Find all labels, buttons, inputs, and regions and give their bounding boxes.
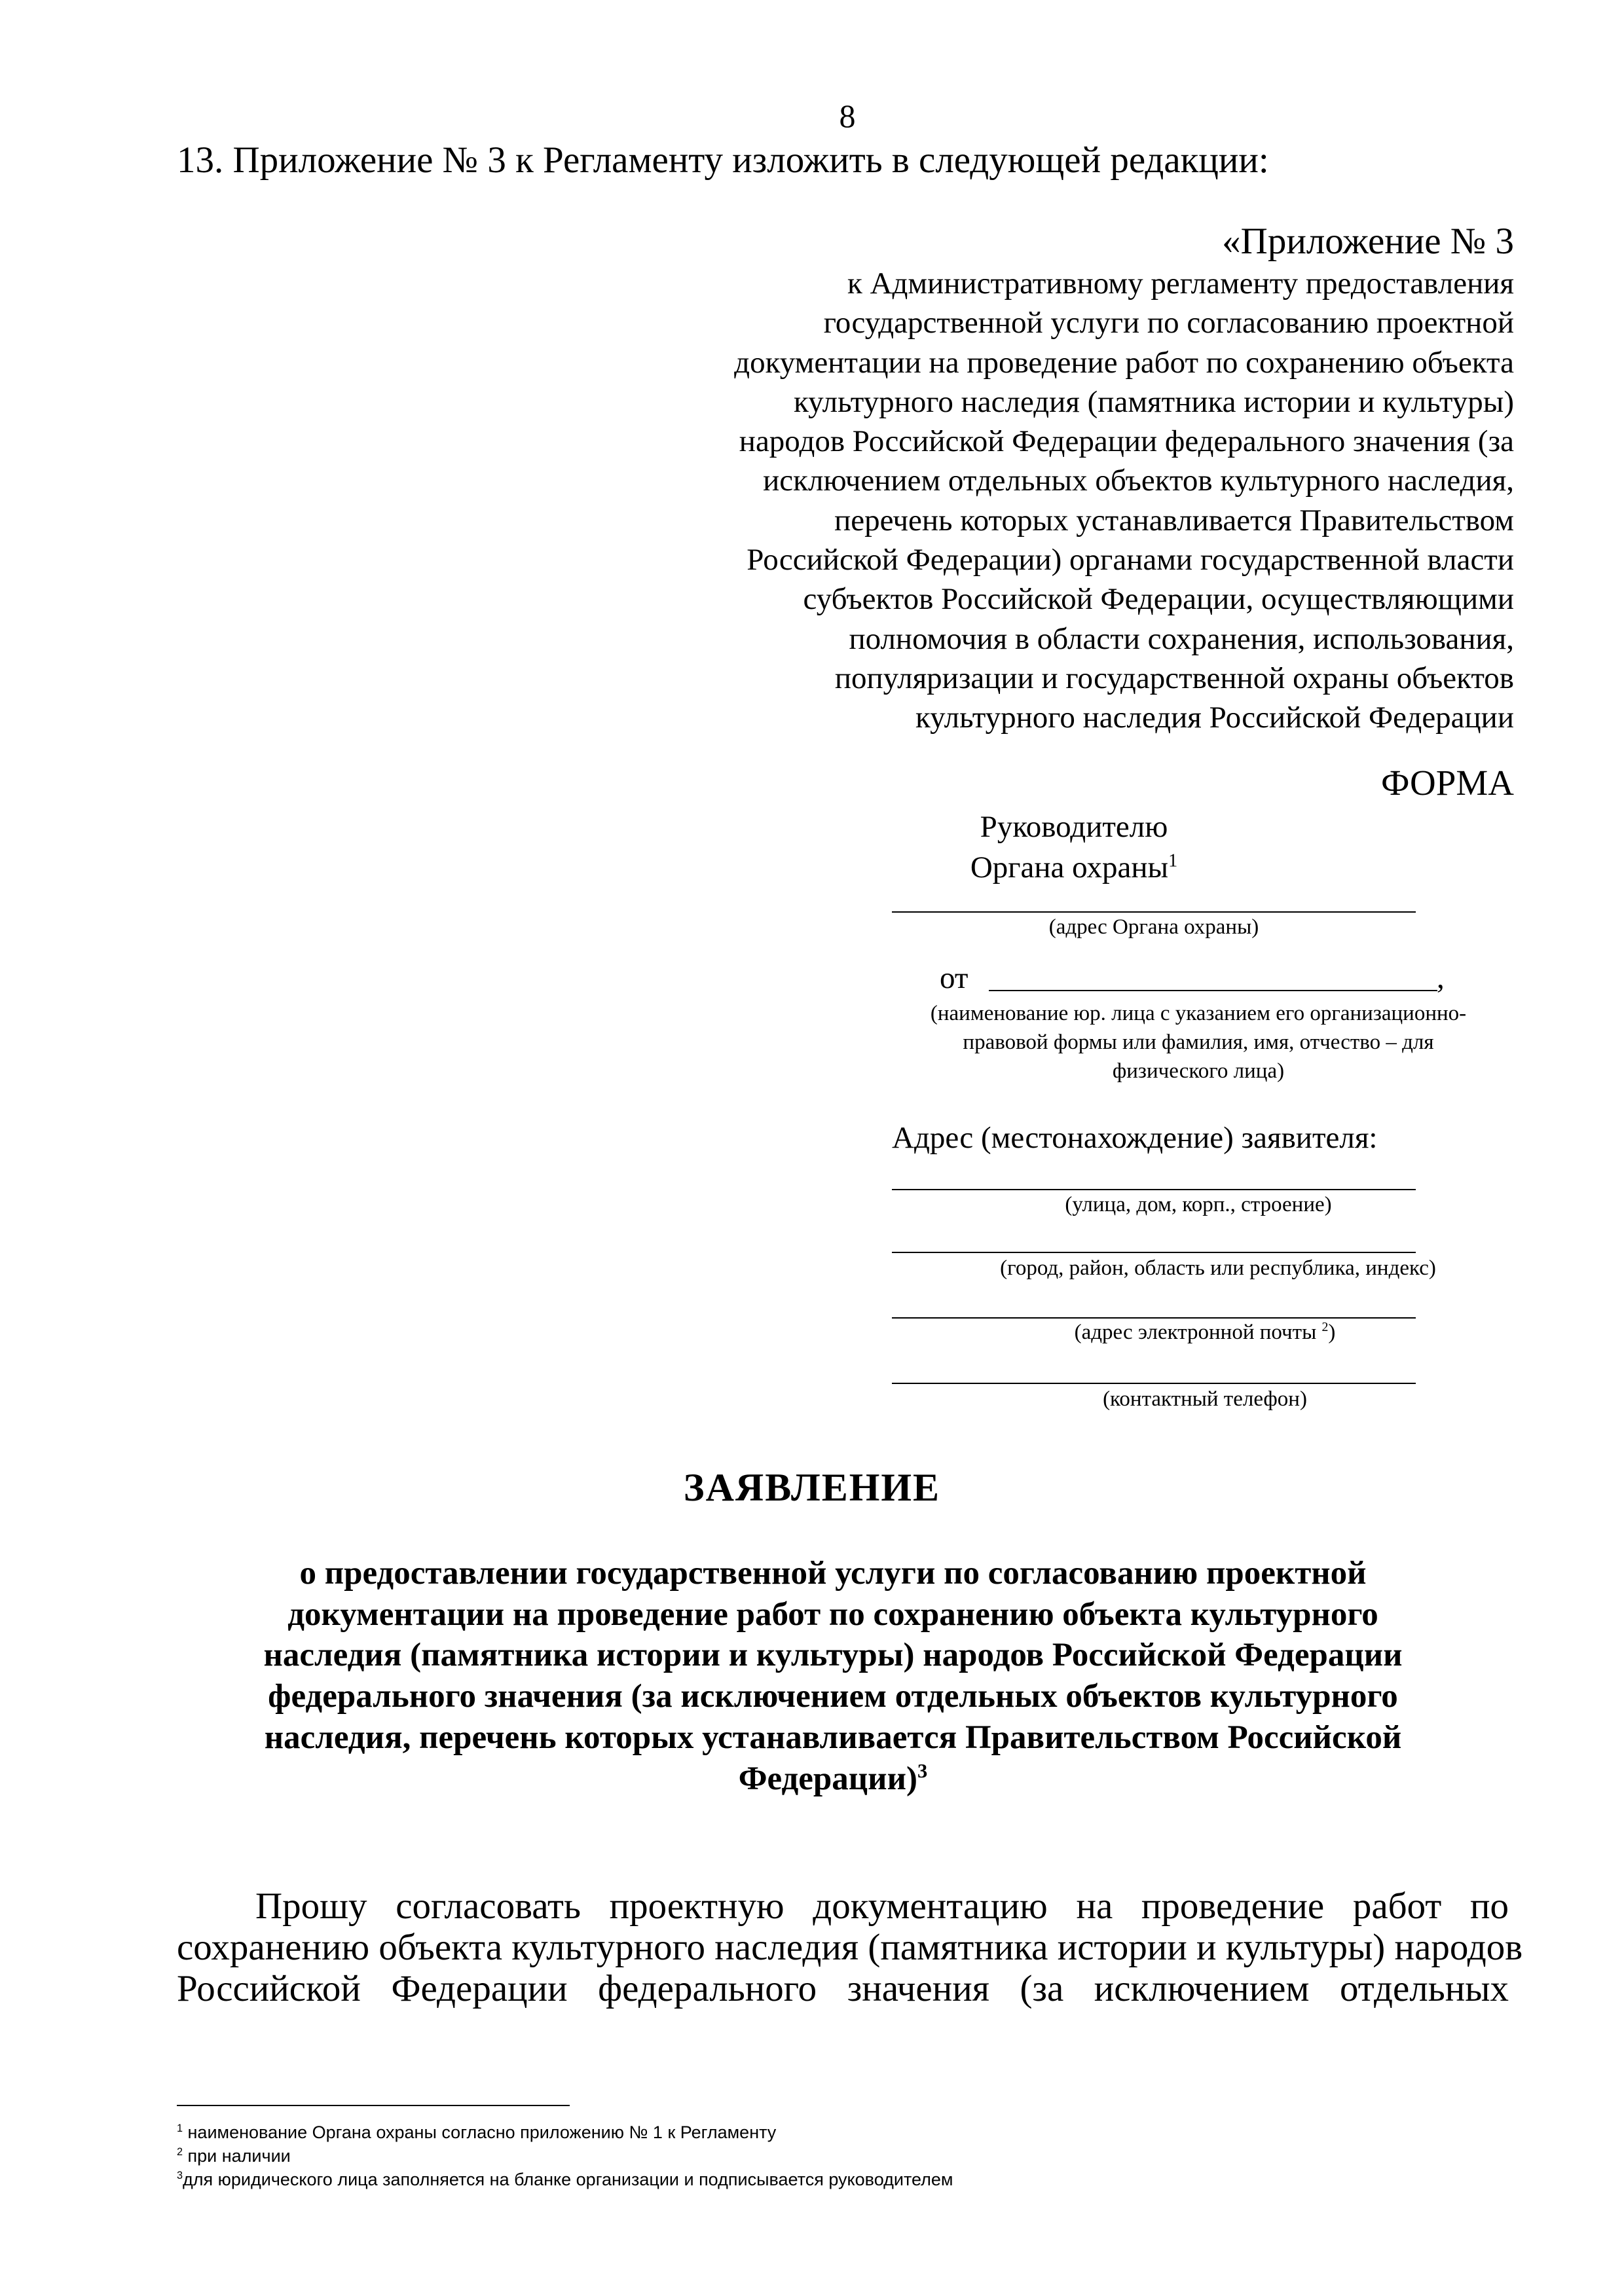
applicant-name-caption: (наименование юр. лица с указанием его организационно- правовой формы или фамилия, имя, отчество – для физического лица) (930, 1002, 1467, 1083)
document-subheading: о предоставлении государственной услуги по согласованию проектной документации на проведение работ по сохранению объекта культурного наследия (памятника истории и культуры) народов Российской Федерации федерального значения (за исключением отдельных объектов культурного наследия, перечень которых устанавливается Правительством Российской Федерации)$^3$ (263, 1555, 1403, 1797)
phone-caption: (контактный телефон) (1103, 1387, 1307, 1411)
footnotes (177, 2121, 953, 2191)
body-line: Российской Федерации федерального значения (за исключением отдельных (177, 1968, 1509, 2009)
request-paragraph (177, 1886, 1523, 2009)
appendix-line: полномочия в области сохранения, использования, (849, 621, 1514, 656)
applicant-name-field[interactable] (989, 990, 1437, 991)
form-label: ФОРМА (1380, 763, 1514, 803)
footnote-2: $^2$ при наличии (177, 2146, 291, 2166)
email-field[interactable] (892, 1317, 1416, 1319)
recipient-line-2: Органа охраны$^1$ (970, 850, 1178, 884)
organ-address-field[interactable] (892, 911, 1416, 913)
appendix-description (597, 264, 1514, 738)
body-line: Прошу согласовать проектную документацию на проведение работ по (255, 1886, 1509, 1927)
from-comma: , (1437, 961, 1445, 995)
organ-address-caption: (адрес Органа охраны) (1048, 915, 1259, 939)
street-field[interactable] (892, 1189, 1416, 1190)
appendix-line: культурного наследия Российской Федерации (915, 701, 1514, 735)
footnote-ref: 1 (1168, 850, 1178, 871)
recipient-block (970, 807, 1177, 888)
appendix-line: государственной услуги по согласованию проектной (823, 306, 1514, 340)
appendix-line: субъектов Российской Федерации, осуществляющими (803, 582, 1514, 617)
footnote-3: $^3$для юридического лица заполняется на бланке организации и подписывается руководителем (177, 2170, 953, 2189)
footnote-ref: 2 (1321, 1320, 1329, 1334)
appendix-title: «Приложение № 3 (1222, 221, 1514, 262)
document-heading: ЗАЯВЛЕНИЕ (683, 1466, 941, 1509)
appendix-line: перечень которых устанавливается Правительством (834, 503, 1514, 538)
footnote-ref: 3 (917, 1759, 928, 1782)
appendix-line: исключением отдельных объектов культурного наследия, (763, 464, 1514, 498)
from-label: от (940, 961, 969, 995)
city-caption: (город, район, область или республика, индекс) (1000, 1256, 1436, 1280)
appendix-line: популяризации и государственной охраны объектов (834, 661, 1514, 695)
appendix-line: народов Российской Федерации федерального значения (за (739, 424, 1514, 459)
footnote-1: $^1$ наименование Органа охраны согласно приложению № 1 к Регламенту (177, 2123, 777, 2142)
recipient-line-1: Руководителю (980, 810, 1168, 844)
address-title: Адрес (местонахождение) заявителя: (892, 1121, 1378, 1155)
intro-paragraph: 13. Приложение № 3 к Регламенту изложить в следующей редакции: (177, 139, 1269, 181)
page-number: 8 (839, 98, 856, 134)
appendix-line: к Административному регламенту предоставления (847, 266, 1514, 301)
street-caption: (улица, дом, корп., строение) (1065, 1193, 1332, 1216)
phone-field[interactable] (892, 1383, 1416, 1384)
appendix-line: документации на проведение работ по сохранению объекта (734, 345, 1514, 380)
appendix-line: Российской Федерации) органами государственной власти (747, 543, 1514, 577)
city-field[interactable] (892, 1252, 1416, 1253)
appendix-line: культурного наследия (памятника истории и культуры) (794, 384, 1514, 419)
email-caption: (адрес электронной почты $^2$) (1074, 1320, 1336, 1344)
body-line: сохранению объекта культурного наследия (памятника истории и культуры) народов (177, 1927, 1523, 1968)
footnote-separator (177, 2105, 570, 2106)
